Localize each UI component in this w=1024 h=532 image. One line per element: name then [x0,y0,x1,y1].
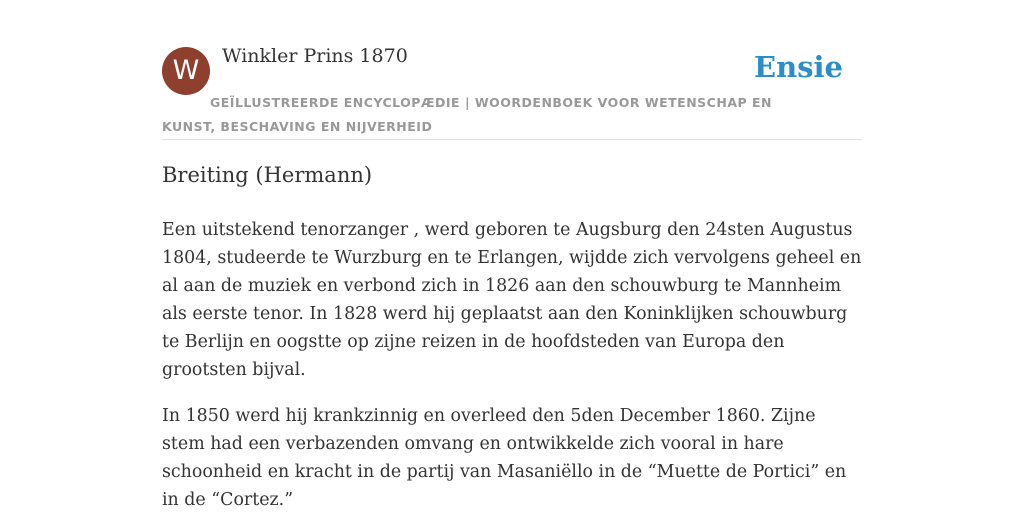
divider [162,139,862,140]
brand-logo[interactable]: Ensie [754,50,843,84]
article-paragraph: Een uitstekend tenorzanger , werd geboren te Augsburg den 24sten Augustus 1804, studeerde te Wurzburg en te Erlangen, wijdde zich vervolgens geheel en al aan de muziek en verbond zich in 1826 aan den schouwburg te Mannheim als eerste tenor. In 1828 werd hij geplaatst aan den Koninklijken schouwburg te Berlijn en oogstte op zijne reizen in de hoofdsteden van Europa den grootsten bijval. [162,220,862,380]
source-avatar[interactable]: W [162,47,210,95]
source-subtitle: GEÏLLUSTREERDE ENCYCLOPÆDIE | WOORDENBOEK VOOR WETENSCHAP EN KUNST, BESCHAVING EN NIJVERHEID [162,95,773,134]
article-body [162,216,862,532]
article-paragraph: In 1850 werd hij krankzinnig en overleed den 5den December 1860. Zijne stem had een verbazenden omvang en ontwikkelde zich vooral in hare schoonheid en kracht in de partij van Masaniëllo in de “Muette de Portici” en in de “Cortez.” [162,406,847,510]
source-name[interactable]: Winkler Prins 1870 [222,45,408,67]
article-title: Breiting (Hermann) [162,163,373,187]
